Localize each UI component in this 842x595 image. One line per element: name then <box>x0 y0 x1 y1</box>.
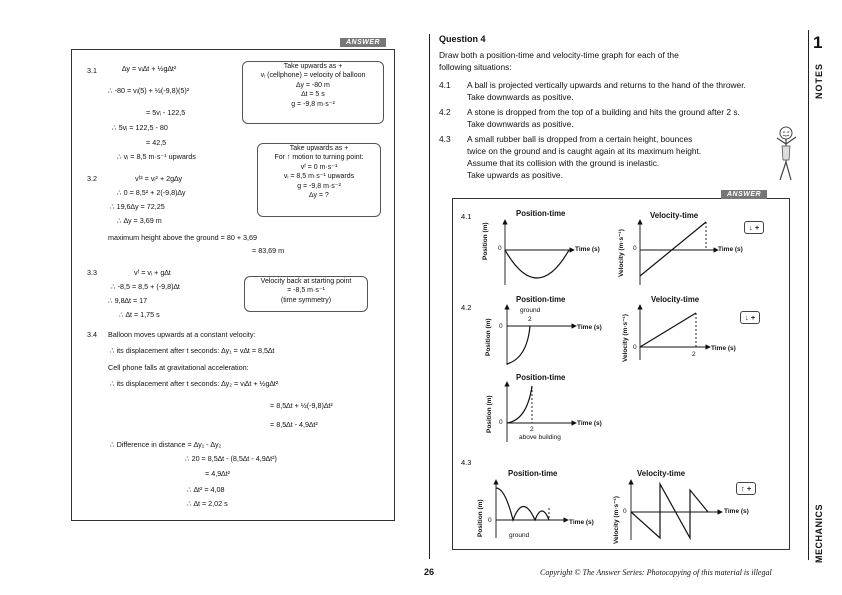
y-axis-label: Position (m) <box>485 318 492 356</box>
graph-title: Velocity-time <box>637 469 686 478</box>
y-axis-label: Position (m) <box>477 499 484 537</box>
item-text: A stone is dropped from the top of a building and hits the ground after 2 s. <box>467 107 740 117</box>
item-text: Take upwards as positive. <box>467 170 563 180</box>
item-number: 4.1 <box>439 80 451 90</box>
x-axis-label: Time (s) <box>577 324 602 331</box>
question-intro: Draw both a position-time and velocity-time graph for each of the <box>439 50 679 60</box>
note-line: ∆t = 5 s <box>301 91 325 99</box>
part-label: 4.3 <box>461 458 472 467</box>
curve-4-2-position-a <box>507 326 530 364</box>
tick-label: 2 <box>528 316 532 323</box>
ans-line: ∴ -80 = vᵢ(5) + ½(-9,8)(5)² <box>108 86 190 95</box>
question-intro: following situations: <box>439 62 512 72</box>
ans-line: ∴ -8,5 = 8,5 + (-9,8)∆t <box>111 282 180 291</box>
ans-line: vᶠ² = vᵢ² + 2g∆y <box>135 174 183 183</box>
graph-title: Position-time <box>516 373 566 382</box>
note-line: g = -9,8 m·s⁻² <box>297 182 341 190</box>
item-text: A small rubber ball is dropped from a certain height, bounces <box>467 134 693 144</box>
ans-line: = 42,5 <box>146 138 167 147</box>
line-4-2-velocity <box>640 313 696 347</box>
notes-label: NOTES <box>814 62 824 99</box>
curve-4-2-position-b <box>507 386 532 423</box>
y-axis-label: Position (m) <box>486 395 493 433</box>
ans-line: ∴ its displacement after t seconds: ∆y₂ = vᵢ∆t + ½g∆t² <box>110 379 279 388</box>
page-number: 26 <box>424 567 435 577</box>
origin-label: 0 <box>499 323 503 330</box>
ans-line: ∴ vᵢ = 8,5 m·s⁻¹ upwards <box>117 152 196 161</box>
section-label: MECHANICS <box>814 503 824 563</box>
ans-line: ∴ 20 = 8,5∆t - (8,5∆t - 4,9∆t²) <box>185 454 277 463</box>
above-building-label: above building <box>519 434 561 441</box>
ans-line: Cell phone falls at gravitational acceleration: <box>108 363 249 372</box>
item-text: A ball is projected vertically upwards and returns to the hand of the thrower. <box>467 80 746 90</box>
ans-line: = 8,5∆t + ½(-9,8)∆t² <box>270 401 333 410</box>
ans-line: ∴ ∆t = 1,75 s <box>119 310 160 319</box>
x-axis-label: Time (s) <box>724 508 749 515</box>
line-4-3-velocity <box>631 484 708 538</box>
part-label: 4.1 <box>461 212 472 221</box>
note-line: g = -9,8 m·s⁻² <box>291 100 335 108</box>
ans-line: maximum height above the ground = 80 + 3,69 <box>108 233 258 242</box>
ans-line: = 4,9∆t² <box>205 469 230 478</box>
item-number: 4.2 <box>439 107 451 117</box>
y-axis-label: Velocity (m·s⁻¹) <box>618 229 625 277</box>
curve-4-1-position <box>505 250 569 278</box>
note-line: = -8,5 m·s⁻¹ <box>287 287 325 295</box>
origin-label: 0 <box>633 245 637 252</box>
ans-line: ∴ ∆t = 2,02 s <box>187 499 228 508</box>
ans-line: Balloon moves upwards at a constant velocity: <box>108 330 256 339</box>
curve-4-3-position <box>496 488 549 520</box>
ans-line: = 8,5∆t - 4,9∆t² <box>270 420 318 429</box>
origin-label: 0 <box>623 508 627 515</box>
ans-line: ∴ ∆t² = 4,08 <box>187 485 225 494</box>
part-label: 4.2 <box>461 303 472 312</box>
x-axis-label: Time (s) <box>577 420 602 427</box>
note-line: ∆y = ? <box>309 192 329 200</box>
x-axis-label: Time (s) <box>569 519 594 526</box>
question-title: Question 4 <box>439 34 486 44</box>
item-text: Take downwards as positive. <box>467 92 574 102</box>
x-axis-label: Time (s) <box>711 345 736 352</box>
y-axis-label: Velocity (m·s⁻¹) <box>622 314 629 362</box>
x-axis-label: Time (s) <box>575 246 600 253</box>
origin-label: 0 <box>488 517 492 524</box>
graph-title: Velocity-time <box>650 211 699 220</box>
ans-line: ∴ 19,6∆y = 72,25 <box>110 202 165 211</box>
note-line: Take upwards as + <box>289 145 349 152</box>
item-number: 4.3 <box>439 134 451 144</box>
ans-line: ∴ Difference in distance = ∆y₁ - ∆y₂ <box>110 440 222 449</box>
ans-line: ∴ 0 = 8,5² + 2(-9,8)∆y <box>117 188 186 197</box>
y-axis-label: Position (m) <box>482 222 489 260</box>
tick-label: 2 <box>530 426 534 433</box>
note-line: ∆y = -80 m <box>296 81 330 89</box>
origin-label: 0 <box>633 344 637 351</box>
copyright-notice: Copyright © The Answer Series: Photocopying of this material is illegal <box>540 568 772 577</box>
ans-line: ∴ 9,8∆t = 17 <box>108 296 148 305</box>
note-line: vᵢ (cellphone) = velocity of balloon <box>260 72 366 80</box>
note-line: Velocity back at starting point <box>260 278 352 285</box>
answer-tag: ANSWER <box>340 38 386 47</box>
ans-line: ∴ its displacement after t seconds: ∆y₁ = v∆t = 8,5∆t <box>110 346 275 355</box>
item-text: twice on the ground and is caught again at its maximum height. <box>467 146 702 156</box>
item-text: Assume that its collision with the ground is inelastic. <box>467 158 660 168</box>
chapter-number: 1 <box>813 33 823 52</box>
ans-line: = 5vᵢ - 122,5 <box>146 108 186 117</box>
direction-badge: ↓ + <box>744 221 764 234</box>
item-text: Take downwards as positive. <box>467 119 574 129</box>
answer-tag: ANSWER <box>721 190 767 199</box>
line-4-1-velocity <box>640 222 706 276</box>
ans-line: ∴ 5vᵢ = 122,5 - 80 <box>112 123 168 132</box>
ans-num: 3.4 <box>87 330 97 339</box>
y-axis-label: Velocity (m·s⁻¹) <box>613 496 620 544</box>
ans-num: 3.3 <box>87 268 97 277</box>
graph-title: Velocity-time <box>651 295 700 304</box>
x-axis-label: Time (s) <box>718 246 743 253</box>
note-line: (time symmetry) <box>280 296 332 304</box>
ground-label: ground <box>509 532 530 539</box>
graph-title: Position-time <box>516 295 566 304</box>
note-line: For ↑ motion to turning point: <box>274 154 364 162</box>
graph-title: Position-time <box>508 469 558 478</box>
tick-label: 2 <box>692 351 696 358</box>
ans-num: 3.1 <box>87 66 97 75</box>
origin-label: 0 <box>498 245 502 252</box>
side-divider <box>808 30 809 560</box>
direction-badge: ↓ + <box>740 311 760 324</box>
ans-line: vᶠ = vᵢ + g∆t <box>134 268 171 277</box>
note-line: vᵢ = 8,5 m·s⁻¹ upwards <box>283 173 355 181</box>
ground-label: ground <box>520 307 541 314</box>
direction-badge: ↑ + <box>736 482 756 495</box>
ans-num: 3.2 <box>87 174 97 183</box>
graph-title: Position-time <box>516 209 566 218</box>
note-line: vᶠ = 0 m·s⁻¹ <box>300 163 338 171</box>
origin-label: 0 <box>499 419 503 426</box>
note-line: Take upwards as + <box>283 63 343 70</box>
ans-line: = 83,69 m <box>252 246 285 255</box>
ans-line: ∆y = vᵢ∆t + ½g∆t² <box>122 64 177 73</box>
ans-line: ∴ ∆y = 3,69 m <box>117 216 162 225</box>
